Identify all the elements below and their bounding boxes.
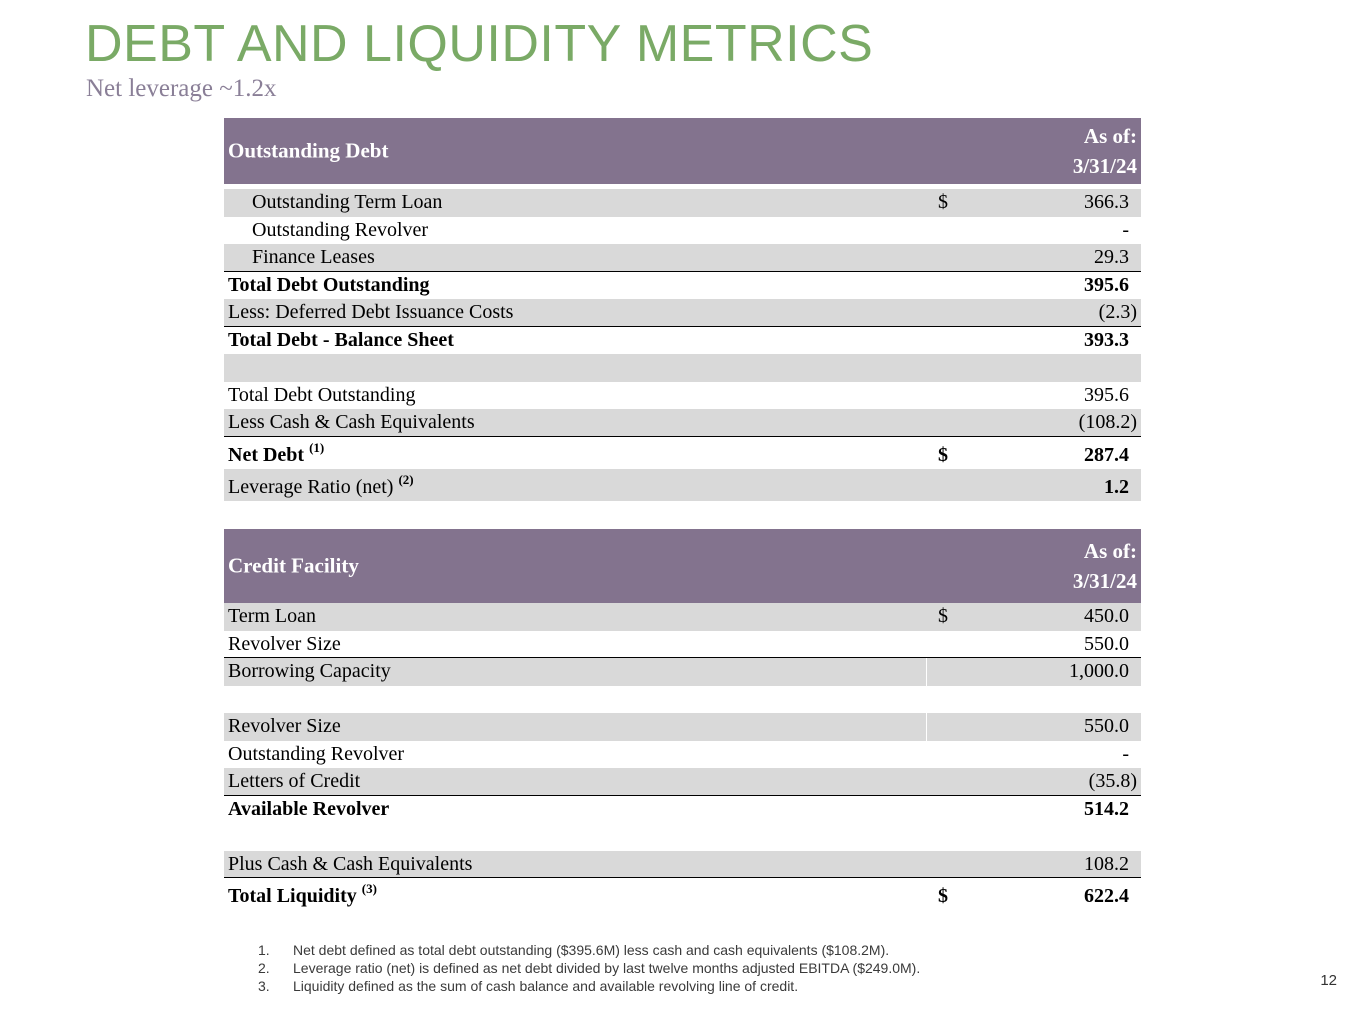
row-label: Leverage Ratio (net) $^{(2)}$ [228,471,414,498]
row-value: 550.0 [1084,632,1129,655]
row-value: 108.2 [1084,852,1129,875]
row-label: Total Debt - Balance Sheet [228,328,454,351]
page-title: DEBT AND LIQUIDITY METRICS [85,15,874,73]
table-row [224,382,1141,410]
as-of-label: As of: [1083,539,1137,563]
row-label: Total Liquidity $^{(3)}$ [228,881,377,907]
page-number: 12 [1320,972,1337,989]
row-label: Letters of Credit [228,770,361,792]
footnote-text: Liquidity defined as the sum of cash balance and available revolving line of credit. [293,978,799,994]
as-of-value: 3/31/24 [1072,154,1137,178]
as-of-label: As of: [1083,124,1137,148]
row-label: Less: Deferred Debt Issuance Costs [228,301,514,323]
table-row [224,658,1141,686]
footnote-ref: (1) [309,439,325,455]
row-value: - [1122,742,1129,765]
table-row [224,189,1141,217]
table-row [224,469,1141,501]
table-row [224,217,1141,245]
row-value: 366.3 [1084,191,1129,213]
spacer-row [224,354,1141,382]
table-row [224,437,1141,469]
row-currency: $ [938,443,948,466]
table-header [224,118,1141,184]
row-value: (108.2) [1078,411,1137,433]
row-value: 29.3 [1094,246,1129,268]
row-currency: $ [938,885,948,907]
table-row [224,603,1141,631]
table-row [224,272,1141,300]
table-row [224,327,1141,355]
footnote-number: 2. [258,960,270,976]
table-header-label: Credit Facility [228,553,359,578]
row-label: Outstanding Revolver [252,218,429,241]
spacer-row [224,686,1141,714]
as-of-value: 3/31/24 [1072,569,1137,593]
spacer-row [224,823,1141,851]
page-subtitle: Net leverage ~1.2x [86,75,277,102]
row-value: (35.8) [1088,770,1137,792]
table-row [224,713,1141,741]
row-value: 450.0 [1084,605,1129,627]
table-row [224,878,1141,910]
row-label: Less Cash & Cash Equivalents [228,411,475,433]
credit-facility-table [224,529,1141,910]
as-of-date [1073,536,1137,596]
row-value: 395.6 [1084,383,1129,406]
table-row [224,796,1141,824]
row-label: Net Debt $^{(1)}$ [228,439,325,466]
footnote-number: 1. [258,942,270,958]
table-row [224,299,1141,327]
row-currency: $ [938,605,948,627]
row-label: Outstanding Revolver [228,742,405,765]
row-value: 1.2 [1104,475,1129,498]
outstanding-debt-table [224,118,1141,501]
row-label: Total Debt Outstanding [228,273,430,296]
row-label: Revolver Size [228,632,341,655]
footnote-text: Net debt defined as total debt outstanding ($395.6M) less cash and cash equivalents ($108.2M). [293,942,890,958]
table-header-label: Outstanding Debt [228,138,389,163]
table-row [224,851,1141,879]
row-value: 514.2 [1084,797,1129,820]
footnote-number: 3. [258,978,270,994]
row-value: (2.3) [1098,301,1137,323]
row-label: Total Debt Outstanding [228,383,416,406]
table-row [224,409,1141,437]
row-value: 395.6 [1084,273,1129,296]
table-row [224,741,1141,769]
table-row [224,768,1141,796]
row-value: 287.4 [1084,443,1129,466]
table-row [224,244,1141,272]
row-currency: $ [938,191,948,213]
row-label: Plus Cash & Cash Equivalents [228,852,473,875]
row-label: Finance Leases [252,246,375,268]
row-value: 1,000.0 [1069,660,1129,682]
row-label: Outstanding Term Loan [252,191,443,213]
row-label: Available Revolver [228,797,390,820]
row-value: 550.0 [1084,715,1129,737]
row-value: - [1122,218,1129,241]
row-label: Borrowing Capacity [228,660,391,682]
table-row [224,631,1141,659]
row-label: Revolver Size [228,715,341,737]
footnote-ref: (3) [361,881,377,896]
as-of-date [1073,121,1137,181]
row-label: Term Loan [228,605,317,627]
footnote-ref: (2) [398,471,414,487]
row-value: 393.3 [1084,328,1129,351]
footnote-text: Leverage ratio (net) is defined as net debt divided by last twelve months adjusted EBITDA ($249.0M). [293,960,921,976]
table-header [224,529,1141,603]
row-value: 622.4 [1084,885,1129,907]
